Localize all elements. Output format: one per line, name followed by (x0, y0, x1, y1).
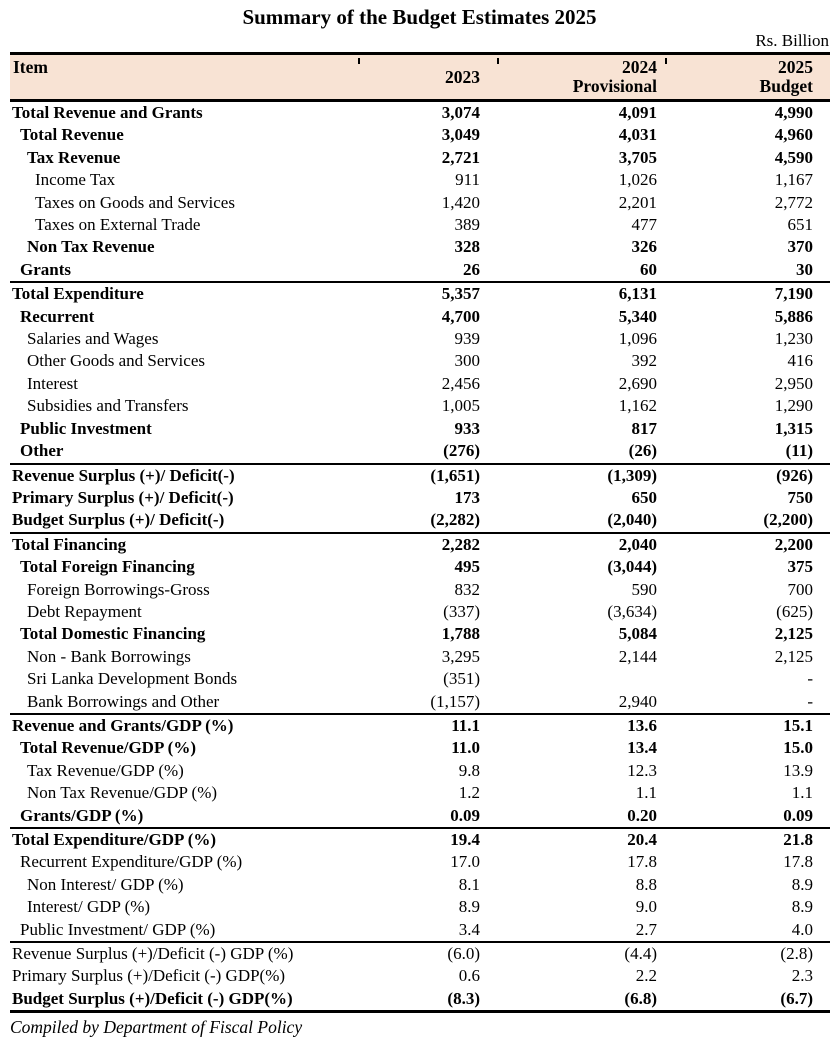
value-2024 (497, 668, 665, 690)
value-2023: 2,282 (358, 533, 497, 556)
row-label: Total Revenue (20, 125, 124, 145)
row-label: Revenue and Grants/GDP (%) (10, 714, 358, 737)
table-row (10, 350, 830, 372)
value-2025: - (807, 691, 813, 711)
table-row (10, 124, 830, 146)
value-2025: 4,990 (774, 103, 813, 122)
value-2024: 4,031 (618, 125, 657, 145)
row-label: Salaries and Wages (27, 329, 159, 349)
value-2024: (6.8) (624, 988, 657, 1008)
row-label: Debt Repayment (27, 601, 142, 621)
value-2024: (2,040) (607, 510, 657, 530)
value-2025: 21.8 (665, 828, 830, 851)
row-label: Grants (20, 259, 71, 279)
row-label: Foreign Borrowings-Gross (27, 579, 210, 599)
value-2023: 389 (454, 215, 480, 235)
table-row (10, 214, 830, 236)
value-2023: (6.0) (358, 942, 497, 965)
table-row (10, 282, 830, 305)
value-2024: 5,084 (618, 624, 657, 644)
value-2024: 13.4 (627, 738, 657, 758)
table-row (10, 668, 830, 690)
value-2023: 3.4 (458, 919, 480, 939)
value-2023: 17.0 (450, 852, 480, 872)
table-row (10, 509, 830, 532)
table-row (10, 236, 830, 258)
document-page (0, 4, 839, 1038)
table-row (10, 942, 830, 965)
row-label: Recurrent (20, 306, 95, 326)
column-divider-tick (497, 58, 499, 64)
col-header-item: Item (10, 54, 358, 101)
value-2024: 2,690 (618, 373, 657, 393)
row-label: Other Goods and Services (27, 351, 205, 371)
value-2025: 416 (787, 351, 813, 371)
footer-note: Compiled by Department of Fiscal Policy (10, 1017, 303, 1038)
value-2025: 0.09 (783, 805, 813, 825)
value-2025: 370 (787, 237, 813, 257)
value-2023: 9.8 (458, 760, 480, 780)
table-row (10, 101, 830, 125)
row-label: Total Foreign Financing (20, 557, 195, 577)
table-row (10, 828, 830, 851)
value-2025: 2,950 (774, 373, 813, 393)
value-2024: 3,705 (618, 147, 657, 167)
row-label: Recurrent Expenditure/GDP (%) (20, 852, 243, 872)
row-label: Total Expenditure/GDP (%) (10, 828, 358, 851)
value-2023: (1,651) (358, 464, 497, 487)
row-label: Revenue Surplus (+)/ Deficit(-) (10, 464, 358, 487)
value-2024: 650 (631, 487, 657, 507)
value-2025: 2,125 (774, 646, 813, 666)
value-2024: 1,096 (618, 329, 657, 349)
table-body (10, 101, 830, 1012)
value-2025: 700 (787, 579, 813, 599)
value-2025: - (807, 669, 813, 689)
table-row (10, 440, 830, 463)
value-2023: 300 (454, 351, 480, 371)
header-row (10, 54, 830, 101)
table-row (10, 169, 830, 191)
value-2025: 1.1 (791, 783, 813, 803)
value-2023: 495 (454, 557, 480, 577)
value-2024: 60 (640, 259, 657, 279)
value-2025: (2.8) (665, 942, 830, 965)
value-2024: 5,340 (618, 306, 657, 326)
budget-table (10, 52, 830, 1013)
column-divider-tick (358, 58, 360, 64)
value-2023: 3,074 (441, 103, 480, 122)
table-row (10, 579, 830, 601)
value-2023: 8.1 (458, 874, 480, 894)
value-2025: 1,230 (774, 329, 813, 349)
value-2025: 750 (787, 487, 813, 507)
row-label: Grants/GDP (%) (20, 805, 144, 825)
unit-label: Rs. Billion (755, 31, 829, 50)
value-2024: 6,131 (497, 282, 665, 305)
value-2025: 1,290 (774, 396, 813, 416)
value-2023: 832 (454, 579, 480, 599)
value-2024: 0.20 (627, 805, 657, 825)
table-row (10, 556, 830, 578)
value-2024: 2.7 (635, 919, 657, 939)
value-2023: 4,700 (441, 306, 480, 326)
value-2023: 8.9 (458, 897, 480, 917)
page-title: Summary of the Budget Estimates 2025 (242, 5, 597, 29)
value-2024: 4,091 (618, 103, 657, 122)
row-label: Taxes on Goods and Services (35, 192, 235, 212)
value-2025: 15.1 (665, 714, 830, 737)
value-2023: 933 (454, 418, 480, 438)
table-row (10, 259, 830, 282)
row-label: Other (20, 441, 64, 461)
value-2023: 1,420 (441, 192, 480, 212)
value-2024: 817 (631, 418, 657, 438)
value-2024: (3,634) (607, 601, 657, 621)
value-2025: 8.9 (791, 874, 813, 894)
value-2023: 911 (455, 170, 480, 190)
col-header-2024-provisional: 2024 Provisional (497, 54, 665, 101)
value-2024: 13.6 (497, 714, 665, 737)
row-label: Total Expenditure (10, 282, 358, 305)
table-row (10, 623, 830, 645)
value-2025: 4,590 (774, 147, 813, 167)
table-row (10, 395, 830, 417)
column-divider-tick (665, 58, 667, 64)
table-row (10, 988, 830, 1012)
table-row (10, 919, 830, 942)
value-2025: 4,960 (774, 125, 813, 145)
row-label: Non Tax Revenue/GDP (%) (27, 783, 218, 803)
value-2025: 1,315 (774, 418, 813, 438)
value-2025: 8.9 (791, 897, 813, 917)
value-2023: 939 (454, 329, 480, 349)
row-label: Subsidies and Transfers (27, 396, 189, 416)
value-2024: 2,201 (618, 192, 657, 212)
value-2024: 2.2 (635, 966, 657, 986)
row-label: Tax Revenue (27, 147, 121, 167)
value-2023: (276) (443, 441, 480, 461)
value-2024: 20.4 (497, 828, 665, 851)
row-label: Public Investment/ GDP (%) (20, 919, 216, 939)
value-2023: 3,295 (441, 646, 480, 666)
table-row (10, 464, 830, 487)
value-2023: (8.3) (447, 988, 480, 1008)
table-row (10, 646, 830, 668)
row-label: Total Revenue and Grants (12, 103, 203, 122)
row-label: Total Financing (10, 533, 358, 556)
value-2025: (11) (785, 441, 813, 461)
row-label: Non Interest/ GDP (%) (27, 874, 184, 894)
row-label: Taxes on External Trade (35, 215, 201, 235)
value-2024: 9.0 (635, 897, 657, 917)
value-2025: 7,190 (665, 282, 830, 305)
row-label: Primary Surplus (+)/Deficit (-) GDP(%) (12, 966, 286, 986)
table-row (10, 533, 830, 556)
value-2025: 30 (796, 259, 813, 279)
row-label: Interest/ GDP (%) (27, 897, 151, 917)
value-2024: 1,026 (618, 170, 657, 190)
row-label: Budget Surplus (+)/Deficit (-) GDP(%) (12, 988, 293, 1008)
value-2025: 651 (787, 215, 813, 235)
col-header-2025-budget: 2025 Budget (665, 54, 830, 101)
value-2025: 375 (787, 557, 813, 577)
value-2023: (337) (443, 601, 480, 621)
value-2024: (26) (628, 441, 657, 461)
value-2023: 1.2 (458, 783, 480, 803)
table-row (10, 418, 830, 440)
value-2023: (351) (443, 669, 480, 689)
value-2023: 173 (454, 487, 480, 507)
row-label: Primary Surplus (+)/ Deficit(-) (12, 487, 234, 507)
value-2023: 328 (454, 237, 480, 257)
value-2024: 2,144 (618, 646, 657, 666)
value-2023: 19.4 (358, 828, 497, 851)
value-2024: 477 (631, 215, 657, 235)
value-2023: 2,456 (441, 373, 480, 393)
table-row (10, 805, 830, 828)
value-2024: 12.3 (627, 760, 657, 780)
value-2023: 1,005 (441, 396, 480, 416)
table-row (10, 896, 830, 918)
value-2024: 326 (631, 237, 657, 257)
value-2024: 590 (631, 579, 657, 599)
table-row (10, 782, 830, 804)
value-2025: (926) (665, 464, 830, 487)
value-2023: 5,357 (358, 282, 497, 305)
table-row (10, 760, 830, 782)
table-row (10, 487, 830, 509)
value-2023: (1,157) (430, 691, 480, 711)
value-2023: 26 (463, 259, 480, 279)
value-2024: (3,044) (607, 557, 657, 577)
table-row (10, 851, 830, 873)
value-2024: 392 (631, 351, 657, 371)
row-label: Sri Lanka Development Bonds (27, 669, 238, 689)
value-2025: (625) (776, 601, 813, 621)
value-2023: 11.1 (358, 714, 497, 737)
value-2024: 1.1 (635, 783, 657, 803)
row-label: Bank Borrowings and Other (27, 691, 220, 711)
value-2025: 17.8 (783, 852, 813, 872)
table-row (10, 874, 830, 896)
value-2023: 11.0 (451, 738, 480, 758)
value-2023: 0.6 (458, 966, 480, 986)
row-label: Interest (27, 373, 78, 393)
value-2024: 8.8 (635, 874, 657, 894)
row-label: Budget Surplus (+)/ Deficit(-) (12, 510, 225, 530)
value-2024: 1,162 (618, 396, 657, 416)
table-row (10, 714, 830, 737)
row-label: Non - Bank Borrowings (27, 646, 191, 666)
value-2023: 0.09 (450, 805, 480, 825)
row-label: Non Tax Revenue (27, 237, 155, 257)
value-2025: 2,772 (774, 192, 813, 212)
value-2025: 15.0 (783, 738, 813, 758)
value-2025: (6.7) (780, 988, 813, 1008)
value-2025: 1,167 (774, 170, 813, 190)
table-row (10, 737, 830, 759)
row-label: Public Investment (20, 418, 152, 438)
row-label: Total Domestic Financing (20, 624, 206, 644)
col-header-2023: 2023 (358, 54, 497, 101)
table-row (10, 373, 830, 395)
value-2025: 13.9 (783, 760, 813, 780)
table-row (10, 601, 830, 623)
table-row (10, 328, 830, 350)
row-label: Total Revenue/GDP (%) (20, 738, 196, 758)
value-2023: 2,721 (441, 147, 480, 167)
row-label: Income Tax (35, 170, 116, 190)
value-2025: 2,125 (774, 624, 813, 644)
row-label: Tax Revenue/GDP (%) (27, 760, 184, 780)
value-2025: 2.3 (791, 966, 813, 986)
value-2025: 4.0 (791, 919, 813, 939)
value-2025: (2,200) (763, 510, 813, 530)
row-label: Revenue Surplus (+)/Deficit (-) GDP (%) (10, 942, 358, 965)
value-2024: 17.8 (627, 852, 657, 872)
value-2024: 2,940 (618, 691, 657, 711)
table-row (10, 691, 830, 714)
value-2025: 5,886 (774, 306, 813, 326)
value-2024: 2,040 (497, 533, 665, 556)
value-2023: 1,788 (441, 624, 480, 644)
value-2024: (1,309) (497, 464, 665, 487)
value-2024: (4.4) (497, 942, 665, 965)
value-2025: 2,200 (665, 533, 830, 556)
table-row (10, 147, 830, 169)
value-2023: 3,049 (441, 125, 480, 145)
table-row (10, 306, 830, 328)
table-row (10, 192, 830, 214)
value-2023: (2,282) (430, 510, 480, 530)
table-row (10, 965, 830, 987)
